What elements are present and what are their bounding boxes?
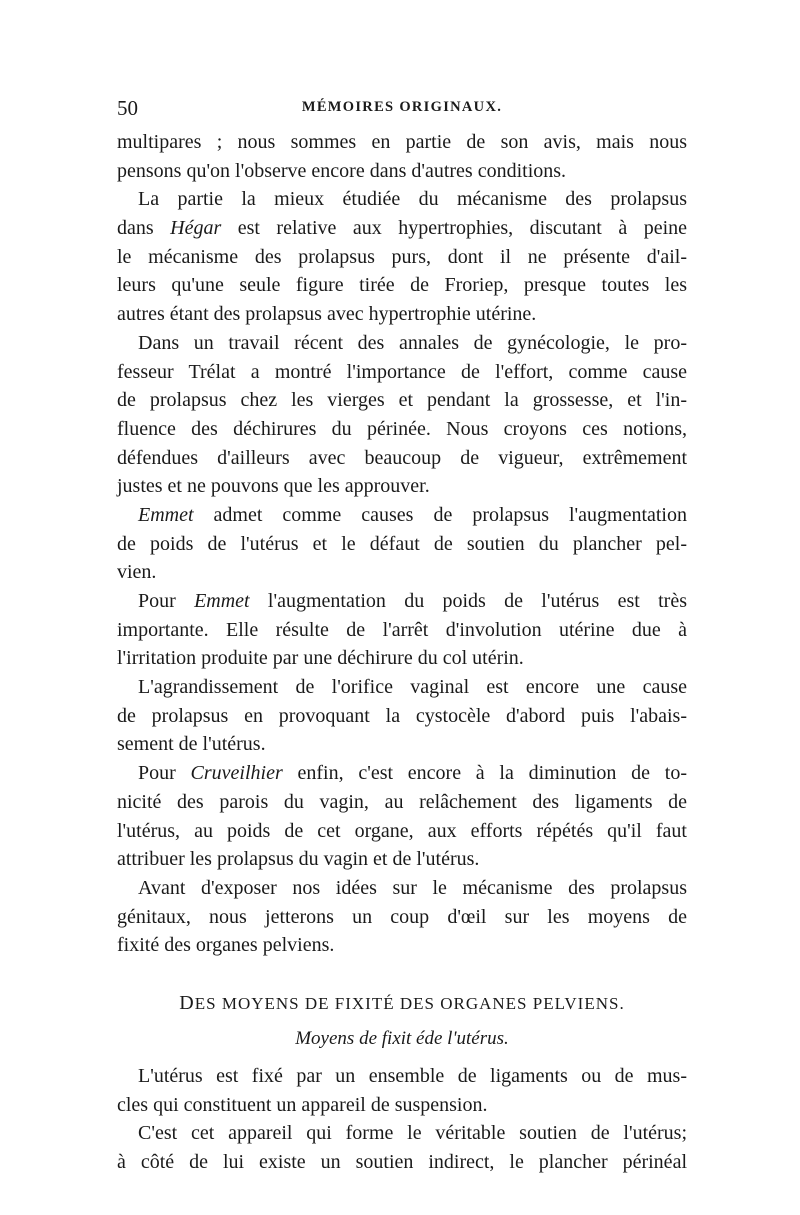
- running-header: [117, 96, 687, 126]
- text-line: Avant d'exposer nos idées sur le mécanisme des prolapsus: [138, 876, 687, 899]
- text-line: de poids de l'utérus et le défaut de soutien du plancher pel-: [117, 532, 687, 555]
- text-span: l'augmentation du poids de l'utérus est très: [249, 590, 687, 612]
- text-line: multipares ; nous sommes en partie de son avis, mais nous: [117, 131, 687, 153]
- section-subheading: Moyens de fixit éde l'utérus.: [295, 1028, 509, 1050]
- text-line: cles qui constituent un appareil de suspension.: [117, 1093, 488, 1116]
- text-line: l'irritation produite par une déchirure du col utérin.: [117, 647, 524, 670]
- text-line: justes et ne pouvons que les approuver.: [117, 475, 430, 498]
- heading-spacer: [117, 1054, 687, 1062]
- text-line: Dans un travail récent des annales de gynécologie, le pro-: [138, 331, 687, 354]
- text-line: génitaux, nous jetterons un coup d'œil sur les moyens de: [117, 905, 687, 928]
- heading-spacer: [117, 1017, 687, 1025]
- text-line: La partie la mieux étudiée du mécanisme des prolapsus: [138, 188, 687, 211]
- text-line: de prolapsus chez les vierges et pendant la grossesse, et l'in-: [117, 389, 687, 412]
- text-line: L'utérus est fixé par un ensemble de ligaments ou de mus-: [138, 1065, 687, 1087]
- text-line: l'utérus, au poids de cet organe, aux efforts répétés qu'il faut: [117, 819, 687, 842]
- page-number: 50: [117, 96, 138, 120]
- text-line: autres étant des prolapsus avec hypertrophie utérine.: [117, 303, 537, 326]
- text-line: [117, 214, 687, 243]
- text-span: admet comme causes de prolapsus l'augmentation: [193, 503, 687, 526]
- heading-text: ES MOYENS DE FIXITÉ DES ORGANES PELVIENS.: [194, 993, 625, 1013]
- text-line: [117, 587, 687, 616]
- body-text: [117, 128, 687, 1177]
- author-name: Hégar: [170, 217, 222, 240]
- text-span: dans: [117, 217, 171, 240]
- text-span: est relative aux hypertrophies, discutant à peine: [237, 217, 688, 240]
- text-line: [117, 501, 687, 530]
- heading-initial: D: [179, 991, 195, 1014]
- text-line: sement de l'utérus.: [117, 733, 266, 756]
- text-span: Pour: [138, 590, 195, 612]
- text-line: attribuer les prolapsus du vagin et de l'utérus.: [117, 848, 480, 871]
- section-heading: [117, 989, 687, 1018]
- text-span: Pour: [138, 762, 191, 785]
- text-line: C'est cet appareil qui forme le véritable soutien de l'utérus;: [138, 1122, 687, 1145]
- text-line: de prolapsus en provoquant la cystocèle d'abord puis l'abais-: [117, 704, 687, 727]
- text-line: importante. Elle résulte de l'arrêt d'involution utérine due à: [117, 618, 687, 641]
- text-line: fesseur Trélat a montré l'importance de l'effort, comme cause: [117, 360, 687, 383]
- text-line: nicité des parois du vagin, au relâchement des ligaments de: [117, 790, 687, 813]
- text-line: vien.: [117, 561, 157, 584]
- text-line: L'agrandissement de l'orifice vaginal est encore une cause: [138, 676, 687, 699]
- text-line: pensons qu'on l'observe encore dans d'autres conditions.: [117, 159, 567, 182]
- text-span: enfin, c'est encore à la diminution de to-: [282, 762, 687, 785]
- text-line: [117, 759, 687, 788]
- text-line: à côté de lui existe un soutien indirect, le plancher périnéal: [117, 1151, 687, 1174]
- text-line: fluence des déchirures du périnée. Nous croyons ces notions,: [117, 417, 687, 440]
- text-line: fixité des organes pelviens.: [117, 934, 335, 957]
- text-line: leurs qu'une seule figure tirée de Froriep, presque toutes les: [117, 274, 687, 297]
- text-line: le mécanisme des prolapsus purs, dont il ne présente d'ail-: [117, 245, 687, 268]
- author-name: Emmet: [138, 503, 194, 526]
- text-line: défendues d'ailleurs avec beaucoup de vigueur, extrêmement: [117, 446, 687, 469]
- running-title: MÉMOIRES ORIGINAUX.: [301, 99, 503, 115]
- author-name: Cruveilhier: [190, 762, 283, 785]
- section-spacer: [117, 960, 687, 989]
- author-name: Emmet: [194, 590, 250, 612]
